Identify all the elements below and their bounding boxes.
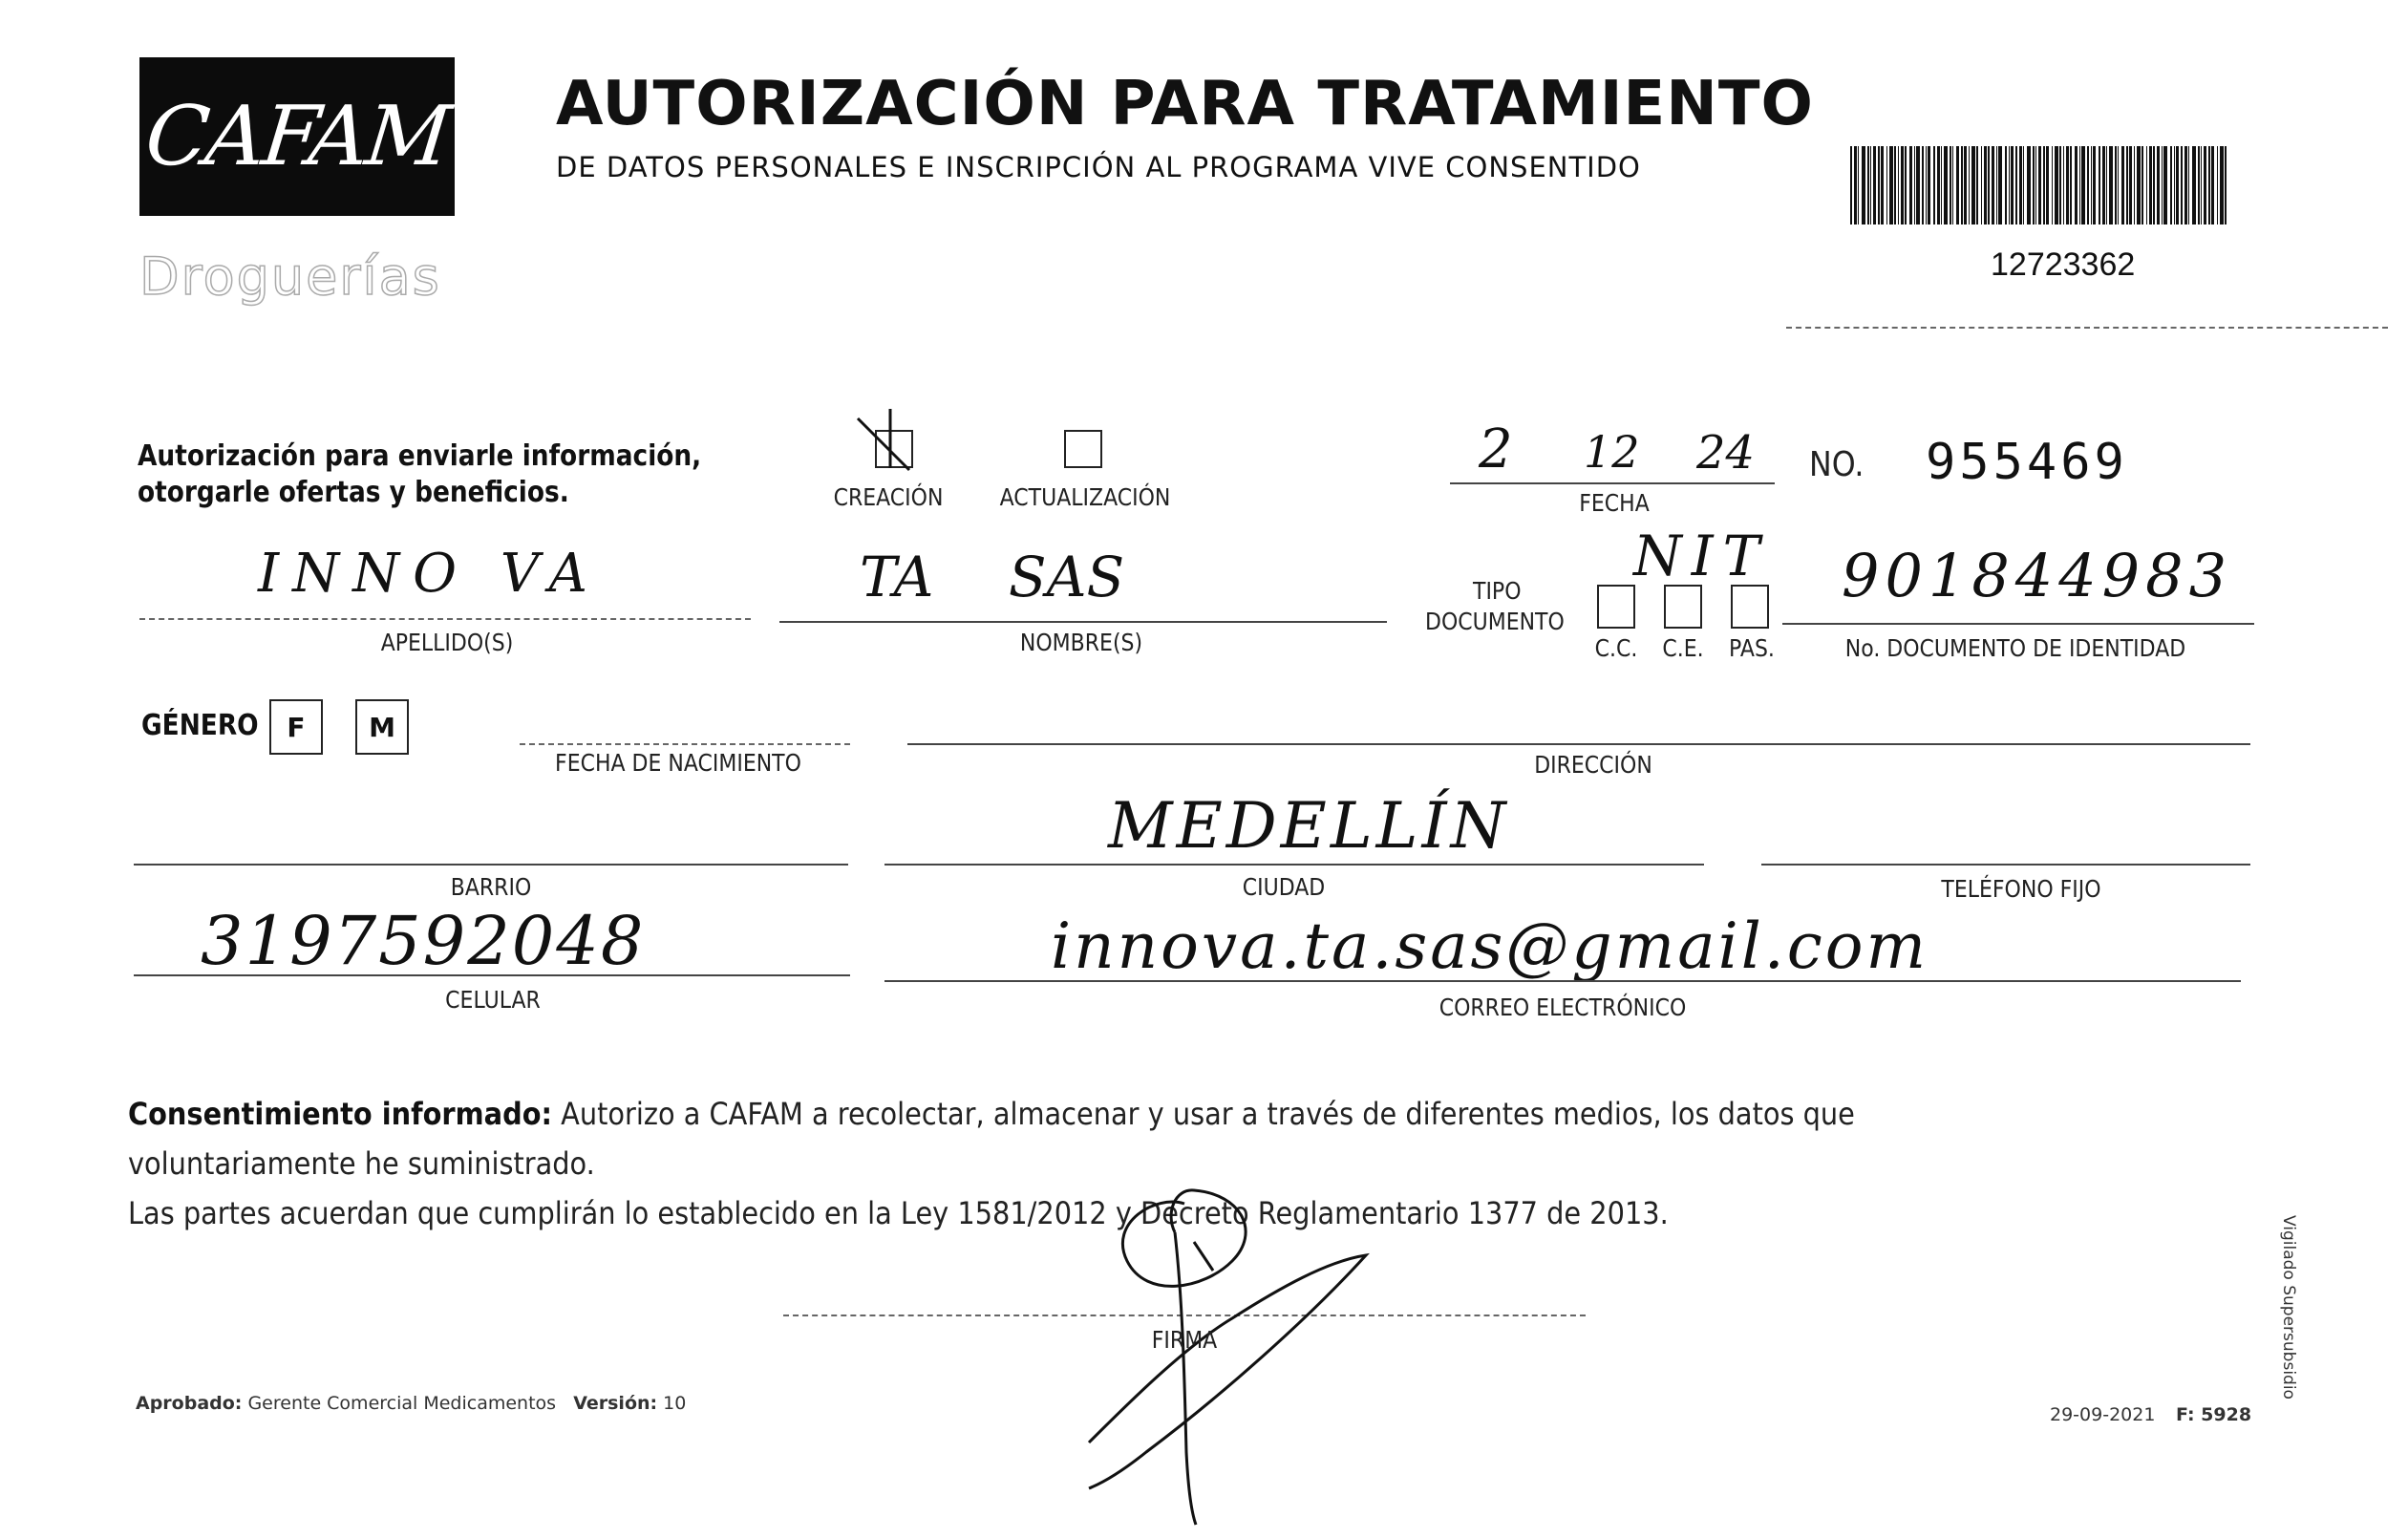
barrio-line [134,864,848,866]
barcode-bar [2163,146,2167,224]
barcode-bar [2126,146,2128,224]
direccion-line [907,743,2250,745]
fecha-label: FECHA [1579,489,1650,517]
version-value: 10 [663,1393,687,1414]
barcode-bar [2035,146,2036,224]
barcode-bar [2055,146,2058,224]
barcode-bar [1964,146,1967,224]
barcode-bar [1998,146,2002,224]
barcode-bar [1976,146,1978,224]
barcode-bar [2011,146,2014,224]
barcode-bar [1981,146,1982,224]
barcode-bar [2149,146,2152,224]
barcode-bar [2217,146,2218,224]
barcode-bar [2198,146,2200,224]
barcode-bar [2118,146,2119,224]
barcode-bar [2162,146,2163,224]
fecha-day: 2 [1479,418,1513,481]
form-title: AUTORIZACIÓN PARA TRATAMIENTO [556,69,1814,139]
barcode-bar [1873,146,1876,224]
barcode-bar [2033,146,2035,224]
barcode-bar [1867,146,1869,224]
intro-line-2: otorgarle ofertas y beneficios. [138,476,569,509]
barcode-bar [1878,146,1880,224]
checkmark-icon [852,407,913,474]
barcode-bar [1950,146,1951,224]
barcode-bar [1909,146,1912,224]
barcode-bar [2091,146,2092,224]
fecha-year: 24 [1696,426,1756,480]
barcode-bar [2201,146,2202,224]
barcode-bar [1894,146,1896,224]
direccion-label: DIRECCIÓN [1534,751,1652,779]
barcode-bar [2170,146,2172,224]
barcode-bar [1914,146,1915,224]
creacion-checkbox[interactable] [875,430,913,468]
fecha-line [1450,482,1775,484]
tipo-label-1: TIPO [1473,577,1522,605]
barcode-bar [1944,146,1948,224]
logo-text: CAFAM [141,89,453,184]
barcode-bar [2075,146,2078,224]
barcode-bar [2176,146,2179,224]
ce-label: C.E. [1662,634,1704,662]
apellido-value[interactable]: INNO VA [258,543,601,605]
barcode-bar [2225,146,2227,224]
apellido-line [139,618,751,620]
barcode-bar [2146,146,2147,224]
intro-line-1: Autorización para enviarle información, [138,439,702,473]
correo-line [884,980,2241,982]
barcode-bar [1971,146,1975,224]
footer-date: 29-09-2021 [2050,1404,2156,1425]
barcode-bar [2079,146,2080,224]
barcode-bar [2192,146,2196,224]
genero-label: GÉNERO [141,709,259,742]
barcode-bar [1901,146,1904,224]
consent-text-1: Autorizo a CAFAM a recolectar, almacenar y usar a través de diferentes medios, los datos que voluntariamente he suministrado. [128,1096,1855,1182]
genero-m-checkbox[interactable]: M [355,699,409,755]
consent-heading: Consentimiento informado: [128,1096,552,1132]
barcode-bar [2015,146,2017,224]
documento-value[interactable]: 901844983 [1842,541,2233,610]
barcode-bar [2005,146,2007,224]
documento-line [1782,623,2254,625]
fecha-month: 12 [1584,426,1640,478]
barcode-bar [2174,146,2175,224]
pas-checkbox[interactable] [1731,585,1769,629]
documento-label: No. DOCUMENTO DE IDENTIDAD [1844,634,2186,662]
barcode-number: 12723362 [1991,246,2136,283]
barcode-bar [2102,146,2105,224]
nombre-line [779,621,1387,623]
version-label: Versión: [573,1393,658,1414]
aprobado-value: Gerente Comercial Medicamentos [247,1393,557,1414]
barcode-bar [2099,146,2100,224]
footer-approved [136,1393,686,1414]
pas-label: PAS. [1729,634,1775,662]
telefono-label: TELÉFONO FIJO [1941,875,2101,903]
actualizacion-label: ACTUALIZACIÓN [999,483,1171,511]
celular-line [134,974,850,976]
barcode-bar [2093,146,2096,224]
barcode-bar [2115,146,2117,224]
barcode-bar [1984,146,1987,224]
creacion-label: CREACIÓN [833,483,944,511]
barcode-bar [2153,146,2155,224]
barcode-bar [2211,146,2214,224]
barcode-bar [2181,146,2183,224]
barrio-label: BARRIO [450,873,532,901]
barcode-bar [2059,146,2061,224]
barcode-bar [2081,146,2085,224]
correo-label: CORREO ELECTRÓNICO [1438,994,1687,1021]
correo-value[interactable]: innova.ta.sas@gmail.com [1051,909,1929,983]
cafam-logo [139,57,455,216]
barcode-bar [1969,146,1970,224]
barcode-bar [2066,146,2069,224]
barcode-bar [2129,146,2132,224]
barcode-bar [1889,146,1893,224]
nombre-value[interactable]: TA SAS [860,545,1125,609]
barcode-bar [2137,146,2141,224]
barcode-bar [1858,146,1859,224]
aprobado-label: Aprobado: [136,1393,243,1414]
actualizacion-checkbox[interactable] [1064,430,1102,468]
barcode-bar [1996,146,1997,224]
barcode-bar [1937,146,1940,224]
barcode-bar [1916,146,1920,224]
barcode-bar [2023,146,2024,224]
barcode-bar [1941,146,1942,224]
barcode-bar [2027,146,2031,224]
celular-label: CELULAR [445,986,541,1014]
ciudad-value[interactable]: MEDELLÍN [1108,789,1510,863]
barcode-bar [1988,146,1990,224]
signature-scribble [1070,1185,1395,1528]
tipo-label-2: DOCUMENTO [1425,608,1565,635]
barcode-bar [1905,146,1907,224]
barcode-bar [1956,146,1959,224]
logo-subtitle: Droguerías [139,246,441,307]
celular-value[interactable]: 3197592048 [201,902,646,980]
barcode-bar [1850,146,1852,224]
footer-code: F: 5928 [2176,1404,2252,1425]
barcode-bar [1928,146,1930,224]
nacimiento-line [520,743,850,745]
telefono-line [1761,864,2250,866]
barcode-bar [2038,146,2041,224]
barcode-bar [2063,146,2064,224]
barcode-bar [1881,146,1884,224]
barcode-bar [1933,146,1935,224]
barcode-bar [2043,146,2045,224]
no-value: 955469 [1926,434,2128,491]
barcode-bar [1898,146,1899,224]
barcode-bar [2109,146,2113,224]
barcode-bar [2188,146,2189,224]
tipo-handwritten: NIT [1633,524,1770,588]
consent-text-2: Las partes acuerdan que cumplirán lo establecido en la Ley 1581/2012 y Decreto Reglamentario 1377 de 2013. [128,1195,1669,1231]
cc-label: C.C. [1594,634,1638,662]
barcode-bar [1862,146,1865,224]
signature-label: FIRMA [1151,1326,1218,1354]
barcode-icon [1850,146,2230,224]
barcode-bar [2106,146,2107,224]
barcode-bar [2220,146,2224,224]
barcode-bar [2204,146,2206,224]
barcode-bar [2184,146,2187,224]
barcode-bar [2087,146,2089,224]
barcode-bar [1992,146,1994,224]
barcode-bar [1961,146,1963,224]
apellido-label: APELLIDO(S) [380,629,514,656]
barcode-bar [2134,146,2135,224]
ciudad-label: CIUDAD [1242,873,1326,901]
barcode-bar [2019,146,2022,224]
header-divider [1786,327,2388,329]
no-label: NO. [1809,445,1865,484]
barcode-bar [2157,146,2160,224]
barcode-bar [2052,146,2053,224]
ce-checkbox[interactable] [1664,585,1702,629]
nombre-label: NOMBRE(S) [1019,629,1143,656]
barcode-bar [1854,146,1857,224]
form-subtitle: DE DATOS PERSONALES E INSCRIPCIÓN AL PROGRAMA VIVE CONSENTIDO [556,151,1641,183]
barcode-bar [2070,146,2072,224]
cc-checkbox[interactable] [1597,585,1635,629]
barcode-bar [1952,146,1953,224]
nacimiento-label: FECHA DE NACIMIENTO [555,749,801,777]
barcode-bar [1886,146,1887,224]
barcode-bar [1870,146,1871,224]
barcode-bar [2121,146,2124,224]
barcode-bar [2142,146,2143,224]
supersubsidio-mark: Vigilado Supersubsidio [2279,1215,2298,1400]
barcode-bar [2046,146,2049,224]
ciudad-line [884,864,1704,866]
barcode-bar [1922,146,1924,224]
barcode-bar [1926,146,1927,224]
barcode-bar [2208,146,2210,224]
barcode-bar [2009,146,2010,224]
genero-f-checkbox[interactable]: F [269,699,323,755]
